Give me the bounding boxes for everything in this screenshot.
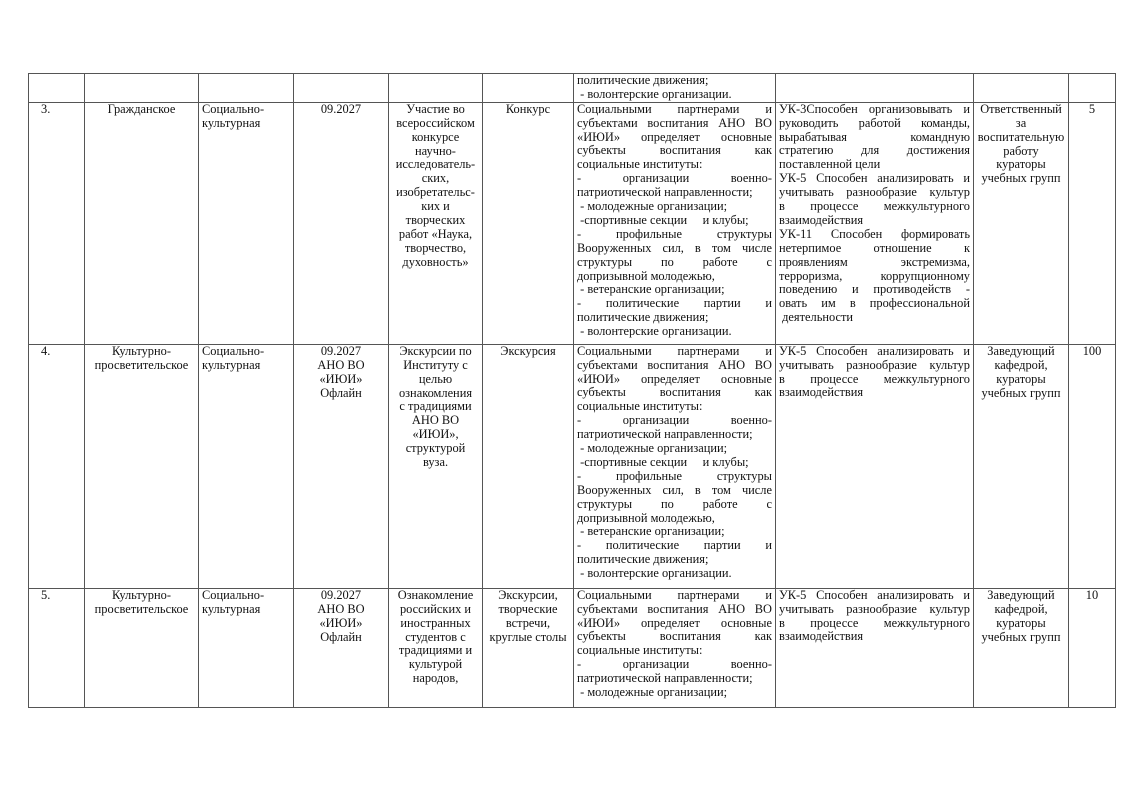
cell-form	[483, 74, 574, 103]
cell-date	[294, 588, 389, 707]
text-line: УК-11 Способен формировать	[779, 227, 970, 241]
text-line: поведению и противодейств -	[779, 283, 970, 297]
text-line: исследователь-	[395, 157, 476, 172]
text-line: деятельности	[779, 310, 854, 325]
cell-competences	[776, 344, 974, 588]
text-line: социальные институты:	[577, 399, 703, 414]
cell-responsible	[974, 102, 1069, 344]
text-line: культурой	[408, 657, 463, 672]
text-line: конкурсе	[411, 129, 460, 144]
text-line: - ветеранские организации;	[577, 282, 725, 297]
text-line: работу	[1003, 143, 1039, 158]
cell-no: 5.	[29, 588, 85, 707]
text-line: - организации военно-	[577, 172, 772, 186]
text-line: -спортивные секции и клубы;	[577, 454, 749, 469]
text-line: всероссийском	[396, 115, 475, 130]
text-line: воспитательную	[977, 129, 1065, 144]
text-line: допризывной молодежью,	[577, 268, 715, 283]
text-line: структуры по работе с	[577, 497, 772, 511]
cell-competences	[776, 102, 974, 344]
text-line: Социальными партнерами и	[577, 344, 772, 358]
text-line: Офлайн	[320, 629, 362, 644]
text-line: иностранных	[400, 615, 471, 630]
text-line: вырабатывая командную	[779, 130, 970, 144]
cell-responsible	[974, 344, 1069, 588]
cell-competences	[776, 74, 974, 103]
text-line: кураторы	[996, 371, 1046, 386]
text-line: - организации военно-	[577, 658, 772, 672]
text-line: учитывать разнообразие культур	[779, 602, 970, 616]
text-line: субъекты воспитания как	[577, 630, 772, 644]
text-line: изобретательс-	[396, 185, 475, 200]
cell-no	[29, 74, 85, 103]
cell-event	[389, 74, 483, 103]
text-line: УК-5 Способен анализировать и	[779, 172, 970, 186]
cell-direction	[85, 74, 199, 103]
text-line: Экскурсия	[500, 344, 556, 358]
text-line: - молодежные организации;	[577, 199, 728, 214]
text-line: Экскурсии по	[399, 344, 472, 358]
cell-module	[199, 344, 294, 588]
text-line: Институту с	[403, 357, 468, 372]
text-line: научно-	[415, 143, 456, 158]
text-line: УК-5 Способен анализировать и	[779, 588, 970, 602]
table-row	[29, 588, 1116, 707]
text-line: субъектами воспитания АНО ВО	[577, 116, 772, 130]
text-line: творчество,	[404, 240, 467, 255]
text-line: - волонтерские организации.	[577, 324, 732, 339]
text-line: «ИЮИ»	[319, 371, 363, 386]
text-line: политические движения;	[577, 310, 709, 325]
text-line: вуза.	[422, 455, 449, 470]
cell-direction	[85, 588, 199, 707]
text-line: в процессе межкультурного	[779, 372, 970, 386]
text-line: просветительское	[94, 357, 189, 372]
text-line: кафедрой,	[994, 601, 1048, 616]
cell-event	[389, 588, 483, 707]
text-line: кафедрой,	[994, 357, 1048, 372]
text-line: социальные институты:	[577, 643, 703, 658]
text-line: АНО ВО	[411, 413, 460, 428]
text-line: культурная	[202, 357, 261, 372]
text-line: работ «Наука,	[398, 226, 473, 241]
text-line: АНО ВО	[317, 601, 365, 616]
text-line: культурная	[202, 115, 261, 130]
text-line: ских,	[421, 171, 450, 186]
text-line: структурой	[405, 441, 466, 456]
text-line: Конкурс	[505, 102, 551, 116]
text-line: традициями и	[398, 643, 473, 658]
text-line: - организации военно-	[577, 414, 772, 428]
text-line: творческих	[405, 213, 466, 228]
cell-partners	[574, 588, 776, 707]
text-line: субъекты воспитания как	[577, 386, 772, 400]
cell-competences	[776, 588, 974, 707]
text-line: кураторы	[996, 615, 1046, 630]
text-line: взаимодействия	[779, 212, 864, 227]
text-line: «ИЮИ»,	[412, 427, 459, 442]
text-line: - ветеранские организации;	[577, 524, 725, 539]
text-line: встречи,	[505, 615, 551, 630]
text-line: учитывать разнообразие культур	[779, 358, 970, 372]
text-line: Ответственный	[980, 102, 1062, 116]
text-line: российских и	[399, 601, 472, 616]
text-line: овать им в профессиональной	[779, 297, 970, 311]
text-line: - политические партии и	[577, 539, 772, 553]
cell-date	[294, 344, 389, 588]
cell-direction	[85, 344, 199, 588]
text-line: учебных групп	[981, 629, 1061, 644]
cell-partners	[574, 74, 776, 103]
text-line: - политические партии и	[577, 297, 772, 311]
text-line: в процессе межкультурного	[779, 616, 970, 630]
cell-no: 3.	[29, 102, 85, 344]
text-line: политические движения;	[577, 552, 709, 567]
text-line: «ИЮИ» определяет основные	[577, 372, 772, 386]
cell-responsible	[974, 74, 1069, 103]
text-line: духовность»	[402, 254, 469, 269]
cell-event	[389, 344, 483, 588]
text-line: учебных групп	[981, 171, 1061, 186]
text-line: в процессе межкультурного	[779, 200, 970, 214]
text-line: творческие	[498, 601, 558, 616]
text-line: Культурно-	[112, 344, 171, 358]
cell-direction: Гражданское	[85, 102, 199, 344]
text-line: ознакомления	[398, 385, 473, 400]
cell-date	[294, 102, 389, 344]
cell-module	[199, 102, 294, 344]
text-line: Социально-	[202, 344, 265, 358]
text-line: «ИЮИ» определяет основные	[577, 130, 772, 144]
cell-participants: 5	[1069, 102, 1116, 344]
text-line: - профильные структуры	[577, 227, 772, 241]
text-line: стратегию для достижения	[779, 144, 970, 158]
text-line: ких и	[421, 199, 450, 214]
text-line: - волонтерские организации.	[577, 86, 732, 101]
cell-module	[199, 588, 294, 707]
text-line: Экскурсии,	[498, 588, 558, 602]
text-line: - волонтерские организации.	[577, 566, 732, 581]
table-row-continuation	[29, 74, 1116, 103]
text-line: «ИЮИ» определяет основные	[577, 616, 772, 630]
text-line: учитывать разнообразие культур	[779, 186, 970, 200]
cell-partners	[574, 344, 776, 588]
text-line: патриотической направленности;	[577, 427, 753, 442]
text-line: поставленной цели	[779, 157, 881, 172]
text-line: патриотической направленности;	[577, 185, 753, 200]
text-line: культурная	[202, 601, 261, 616]
text-line: целью	[418, 371, 453, 386]
text-line: кураторы	[996, 157, 1046, 172]
text-line: Вооруженных сил, в том числе	[577, 241, 772, 255]
text-line: 09.2027	[320, 344, 362, 358]
text-line: Культурно-	[112, 588, 171, 602]
text-line: взаимодействия	[779, 385, 864, 400]
cell-module	[199, 74, 294, 103]
text-line: руководить работой команды,	[779, 116, 970, 130]
text-line: УК-5 Способен анализировать и	[779, 344, 970, 358]
text-line: Социально-	[202, 588, 265, 602]
cell-partners	[574, 102, 776, 344]
cell-participants: 10	[1069, 588, 1116, 707]
text-line: - молодежные организации;	[577, 685, 728, 700]
text-line: 09.2027	[320, 588, 362, 602]
text-line: политические движения;	[577, 73, 709, 87]
text-line: -спортивные секции и клубы;	[577, 212, 749, 227]
cell-participants: 100	[1069, 344, 1116, 588]
text-line: субъектами воспитания АНО ВО	[577, 358, 772, 372]
cell-responsible	[974, 588, 1069, 707]
text-line: круглые столы	[489, 629, 567, 644]
text-line: за	[1015, 115, 1027, 130]
text-line: социальные институты:	[577, 157, 703, 172]
text-line: Заведующий	[987, 588, 1055, 602]
text-line: - молодежные организации;	[577, 441, 728, 456]
text-line: Социальными партнерами и	[577, 588, 772, 602]
text-line: АНО ВО	[317, 357, 365, 372]
text-line: Заведующий	[987, 344, 1055, 358]
text-line: субъектами воспитания АНО ВО	[577, 602, 772, 616]
cell-date	[294, 74, 389, 103]
text-line: Участие во	[406, 102, 465, 116]
cell-form	[483, 344, 574, 588]
text-line: просветительское	[94, 601, 189, 616]
text-line: Офлайн	[320, 385, 362, 400]
text-line: проявлениям экстремизма,	[779, 255, 970, 269]
text-line: патриотической направленности;	[577, 671, 753, 686]
table-row	[29, 102, 1116, 344]
text-line: с традициями	[399, 399, 472, 414]
text-line: структуры по работе с	[577, 255, 772, 269]
text-line: «ИЮИ»	[319, 615, 363, 630]
cell-form	[483, 588, 574, 707]
text-line: студентов с	[405, 629, 466, 644]
cell-no: 4.	[29, 344, 85, 588]
text-line: УК-3Способен организовывать и	[779, 102, 970, 116]
text-line: учебных групп	[981, 385, 1061, 400]
text-line: Социальными партнерами и	[577, 102, 772, 116]
text-line: Вооруженных сил, в том числе	[577, 483, 772, 497]
text-line: - профильные структуры	[577, 469, 772, 483]
cell-event	[389, 102, 483, 344]
education-plan-table	[28, 73, 1116, 708]
text-line: субъекты воспитания как	[577, 144, 772, 158]
text-line: допризывной молодежью,	[577, 510, 715, 525]
text-line: взаимодействия	[779, 629, 864, 644]
text-line: 09.2027	[320, 102, 362, 116]
text-line: Социально-	[202, 102, 265, 116]
cell-participants	[1069, 74, 1116, 103]
text-line: Ознакомление	[397, 588, 474, 602]
table-row	[29, 344, 1116, 588]
cell-form	[483, 102, 574, 344]
text-line: народов,	[412, 671, 459, 686]
text-line: терроризма, коррупционному	[779, 269, 970, 283]
text-line: нетерпимое отношение к	[779, 241, 970, 255]
